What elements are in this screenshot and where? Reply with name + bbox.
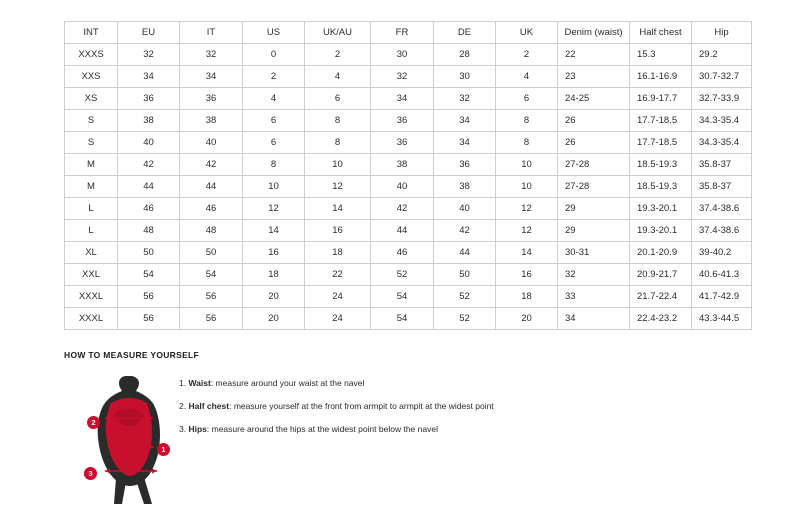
cell-it: 34 — [180, 66, 243, 88]
cell-us: 0 — [243, 44, 305, 66]
cell-uk: 10 — [496, 154, 558, 176]
cell-eu: 46 — [118, 198, 180, 220]
column-header-uk-au: UK/AU — [305, 22, 371, 44]
cell-us: 18 — [243, 264, 305, 286]
column-header-eu: EU — [118, 22, 180, 44]
table-row — [65, 66, 752, 88]
cell-half-chest: 16.9-17.7 — [630, 88, 692, 110]
cell-fr: 36 — [371, 132, 434, 154]
cell-hip: 41.7-42.9 — [692, 286, 752, 308]
cell-fr: 54 — [371, 308, 434, 330]
cell-eu: 56 — [118, 286, 180, 308]
table-row — [65, 88, 752, 110]
measure-step-label: Hips — [188, 424, 207, 435]
cell-int: M — [65, 154, 118, 176]
cell-denim-waist: 30-31 — [558, 242, 630, 264]
cell-int: M — [65, 176, 118, 198]
cell-half-chest: 22.4-23.2 — [630, 308, 692, 330]
size-chart-table — [64, 21, 752, 330]
cell-half-chest: 18.5-19.3 — [630, 154, 692, 176]
measure-step-label: Half chest — [188, 401, 230, 412]
cell-eu: 38 — [118, 110, 180, 132]
cell-it: 42 — [180, 154, 243, 176]
cell-eu: 36 — [118, 88, 180, 110]
cell-it: 46 — [180, 198, 243, 220]
cell-uk-au: 14 — [305, 198, 371, 220]
cell-it: 54 — [180, 264, 243, 286]
cell-uk-au: 12 — [305, 176, 371, 198]
how-to-measure-title: HOW TO MEASURE YOURSELF — [64, 350, 200, 360]
cell-eu: 54 — [118, 264, 180, 286]
cell-hip: 29.2 — [692, 44, 752, 66]
column-header-us: US — [243, 22, 305, 44]
cell-hip: 43.3-44.5 — [692, 308, 752, 330]
cell-it: 48 — [180, 220, 243, 242]
cell-de: 36 — [434, 154, 496, 176]
cell-it: 32 — [180, 44, 243, 66]
measure-step-text: : measure around the hips at the widest point below the navel — [206, 424, 438, 435]
cell-uk: 2 — [496, 44, 558, 66]
cell-uk: 8 — [496, 132, 558, 154]
table-body — [65, 44, 752, 330]
cell-int: L — [65, 198, 118, 220]
column-header-uk: UK — [496, 22, 558, 44]
cell-de: 44 — [434, 242, 496, 264]
mannequin-figure — [64, 370, 179, 505]
table-row — [65, 308, 752, 330]
cell-de: 32 — [434, 88, 496, 110]
table-header-row — [65, 22, 752, 44]
cell-hip: 37.4-38.6 — [692, 220, 752, 242]
cell-de: 52 — [434, 308, 496, 330]
cell-fr: 46 — [371, 242, 434, 264]
cell-int: XXS — [65, 66, 118, 88]
cell-uk: 12 — [496, 198, 558, 220]
cell-de: 34 — [434, 132, 496, 154]
cell-eu: 44 — [118, 176, 180, 198]
measure-step-number: 2. — [179, 401, 187, 412]
cell-hip: 40.6-41.3 — [692, 264, 752, 286]
cell-uk-au: 2 — [305, 44, 371, 66]
cell-half-chest: 19.3-20.1 — [630, 220, 692, 242]
cell-uk-au: 8 — [305, 132, 371, 154]
cell-us: 16 — [243, 242, 305, 264]
measure-step-text: : measure around your waist at the navel — [210, 378, 365, 388]
cell-hip: 39-40.2 — [692, 242, 752, 264]
cell-uk: 18 — [496, 286, 558, 308]
cell-us: 6 — [243, 110, 305, 132]
cell-hip: 35.8-37 — [692, 176, 752, 198]
cell-uk-au: 24 — [305, 286, 371, 308]
cell-uk: 16 — [496, 264, 558, 286]
cell-int: S — [65, 132, 118, 154]
cell-de: 40 — [434, 198, 496, 220]
measure-step-number: 3. — [179, 424, 187, 435]
cell-us: 6 — [243, 132, 305, 154]
cell-us: 4 — [243, 88, 305, 110]
size-chart-container — [64, 21, 740, 330]
cell-de: 28 — [434, 44, 496, 66]
measure-badge-1: 1 — [157, 443, 170, 456]
cell-hip: 37.4-38.6 — [692, 198, 752, 220]
cell-half-chest: 17.7-18.5 — [630, 110, 692, 132]
cell-hip: 34.3-35.4 — [692, 132, 752, 154]
cell-int: XXXS — [65, 44, 118, 66]
cell-fr: 54 — [371, 286, 434, 308]
table-row — [65, 110, 752, 132]
table-row — [65, 198, 752, 220]
measure-step-text: : measure yourself at the front from armpit to armpit at the widest point — [229, 401, 494, 412]
cell-us: 20 — [243, 286, 305, 308]
cell-uk: 8 — [496, 110, 558, 132]
column-header-denim-waist: Denim (waist) — [558, 22, 630, 44]
cell-fr: 32 — [371, 66, 434, 88]
cell-uk: 6 — [496, 88, 558, 110]
cell-int: XXL — [65, 264, 118, 286]
cell-denim-waist: 22 — [558, 44, 630, 66]
how-to-measure-section — [64, 350, 764, 505]
cell-denim-waist: 29 — [558, 220, 630, 242]
column-header-fr: FR — [371, 22, 434, 44]
cell-half-chest: 16.1-16.9 — [630, 66, 692, 88]
cell-int: L — [65, 220, 118, 242]
cell-fr: 40 — [371, 176, 434, 198]
cell-denim-waist: 27-28 — [558, 176, 630, 198]
cell-uk-au: 4 — [305, 66, 371, 88]
cell-it: 40 — [180, 132, 243, 154]
cell-uk-au: 18 — [305, 242, 371, 264]
column-header-it: IT — [180, 22, 243, 44]
cell-us: 20 — [243, 308, 305, 330]
cell-int: XS — [65, 88, 118, 110]
cell-eu: 56 — [118, 308, 180, 330]
cell-hip: 35.8-37 — [692, 154, 752, 176]
cell-denim-waist: 26 — [558, 110, 630, 132]
table-row — [65, 286, 752, 308]
table-row — [65, 44, 752, 66]
cell-uk: 10 — [496, 176, 558, 198]
cell-it: 38 — [180, 110, 243, 132]
mannequin-illustration-icon — [64, 370, 179, 505]
cell-uk: 20 — [496, 308, 558, 330]
cell-int: XXXL — [65, 308, 118, 330]
cell-de: 34 — [434, 110, 496, 132]
table-row — [65, 132, 752, 154]
cell-us: 12 — [243, 198, 305, 220]
cell-uk: 12 — [496, 220, 558, 242]
table-row — [65, 242, 752, 264]
cell-fr: 52 — [371, 264, 434, 286]
measure-steps-list — [179, 370, 764, 448]
cell-eu: 34 — [118, 66, 180, 88]
measure-step-number: 1. — [179, 378, 187, 388]
cell-de: 38 — [434, 176, 496, 198]
cell-denim-waist: 33 — [558, 286, 630, 308]
cell-int: XXXL — [65, 286, 118, 308]
cell-us: 14 — [243, 220, 305, 242]
cell-de: 30 — [434, 66, 496, 88]
cell-fr: 44 — [371, 220, 434, 242]
cell-it: 44 — [180, 176, 243, 198]
measure-step-hips — [179, 424, 764, 434]
cell-uk-au: 16 — [305, 220, 371, 242]
column-header-half-chest: Half chest — [630, 22, 692, 44]
measure-badge-2: 2 — [87, 416, 100, 429]
cell-half-chest: 21.7-22.4 — [630, 286, 692, 308]
cell-uk-au: 6 — [305, 88, 371, 110]
cell-fr: 42 — [371, 198, 434, 220]
cell-denim-waist: 27-28 — [558, 154, 630, 176]
cell-uk-au: 10 — [305, 154, 371, 176]
cell-hip: 32.7-33.9 — [692, 88, 752, 110]
cell-fr: 30 — [371, 44, 434, 66]
cell-de: 42 — [434, 220, 496, 242]
cell-uk: 14 — [496, 242, 558, 264]
cell-us: 8 — [243, 154, 305, 176]
cell-de: 52 — [434, 286, 496, 308]
table-row — [65, 176, 752, 198]
column-header-hip: Hip — [692, 22, 752, 44]
cell-uk-au: 24 — [305, 308, 371, 330]
cell-int: S — [65, 110, 118, 132]
measure-step-label: Waist — [188, 378, 211, 388]
table-row — [65, 154, 752, 176]
measure-step-waist — [179, 378, 764, 388]
cell-denim-waist: 29 — [558, 198, 630, 220]
cell-half-chest: 20.9-21.7 — [630, 264, 692, 286]
cell-fr: 34 — [371, 88, 434, 110]
cell-it: 56 — [180, 286, 243, 308]
cell-eu: 48 — [118, 220, 180, 242]
cell-eu: 42 — [118, 154, 180, 176]
cell-us: 10 — [243, 176, 305, 198]
cell-uk-au: 8 — [305, 110, 371, 132]
cell-half-chest: 18.5-19.3 — [630, 176, 692, 198]
cell-fr: 36 — [371, 110, 434, 132]
cell-int: XL — [65, 242, 118, 264]
cell-denim-waist: 23 — [558, 66, 630, 88]
cell-it: 36 — [180, 88, 243, 110]
cell-denim-waist: 34 — [558, 308, 630, 330]
cell-fr: 38 — [371, 154, 434, 176]
measure-step-half-chest — [179, 401, 764, 411]
cell-uk: 4 — [496, 66, 558, 88]
cell-us: 2 — [243, 66, 305, 88]
cell-hip: 30.7-32.7 — [692, 66, 752, 88]
cell-half-chest: 20.1-20.9 — [630, 242, 692, 264]
cell-half-chest: 17.7-18.5 — [630, 132, 692, 154]
cell-eu: 50 — [118, 242, 180, 264]
cell-uk-au: 22 — [305, 264, 371, 286]
table-row — [65, 220, 752, 242]
cell-denim-waist: 32 — [558, 264, 630, 286]
cell-de: 50 — [434, 264, 496, 286]
cell-it: 50 — [180, 242, 243, 264]
how-to-measure-body — [64, 370, 764, 505]
cell-it: 56 — [180, 308, 243, 330]
cell-hip: 34.3-35.4 — [692, 110, 752, 132]
cell-half-chest: 19.3-20.1 — [630, 198, 692, 220]
table-header — [65, 22, 752, 44]
cell-eu: 40 — [118, 132, 180, 154]
cell-denim-waist: 24-25 — [558, 88, 630, 110]
cell-denim-waist: 26 — [558, 132, 630, 154]
cell-eu: 32 — [118, 44, 180, 66]
column-header-de: DE — [434, 22, 496, 44]
cell-half-chest: 15.3 — [630, 44, 692, 66]
column-header-int: INT — [65, 22, 118, 44]
measure-badge-3: 3 — [84, 467, 97, 480]
table-row — [65, 264, 752, 286]
